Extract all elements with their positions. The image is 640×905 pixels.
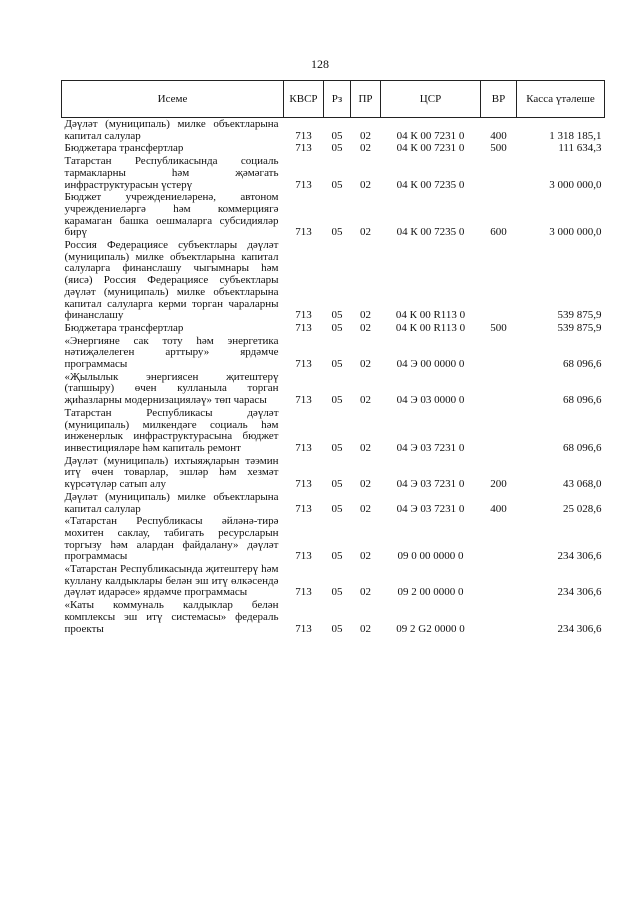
row-csr: 09 2 G2 0000 0 [396, 622, 465, 635]
row-vr [481, 155, 517, 191]
row-name: Дәүләт (муниципаль) ихтыяҗларын тәэмин итү өчен товарлар, эшләр һәм хезмәт күрсәтүләр сатып алу [64, 454, 279, 491]
row-kvsr: 713 [295, 226, 312, 239]
row-kassa: 68 096,6 [563, 394, 602, 407]
row-vr: 500 [490, 142, 507, 155]
row-kassa: 3 000 000,0 [549, 226, 602, 239]
row-rz: 05 [331, 441, 343, 454]
table-row [62, 455, 605, 491]
row-csr: 09 0 00 0000 0 [397, 550, 464, 563]
table-row [62, 191, 605, 239]
row-vr [481, 599, 517, 635]
table-row [62, 515, 605, 563]
header-csr: ЦСР [381, 81, 481, 118]
row-kvsr: 713 [295, 309, 312, 322]
row-rz: 05 [331, 309, 343, 322]
row-csr: 04 К 00 7235 0 [396, 178, 465, 191]
row-csr: 04 К 00 R113 0 [395, 309, 466, 322]
header-pr: ПР [351, 81, 381, 118]
table-row [62, 407, 605, 455]
row-vr: 500 [490, 321, 507, 334]
row-name: Бюджетара трансфертлар [64, 321, 184, 334]
row-kassa: 234 306,6 [557, 622, 602, 635]
table-row [62, 491, 605, 515]
row-csr: 04 К 00 7235 0 [396, 226, 465, 239]
row-name: «Татарстан Республикасы әйләнә-тирә мохитен саклау, табигать ресурсларын торгызу һәм алардан файдалану» дәүләт программасы [64, 515, 279, 563]
table-body [62, 118, 605, 636]
row-kvsr: 713 [295, 441, 312, 454]
row-rz: 05 [331, 622, 343, 635]
row-vr [481, 371, 517, 407]
row-name: Россия Федерациясе субъектлары дәүләт (муниципаль) милке объектларына капитал салуларга финанслашу чыгымнары һәм (яисә) Россия Федерациясе субъектлары дәүләт (муниципаль) милке объектларына капитал салуларга керми торган чараларны финанслашу [64, 239, 279, 322]
row-vr [481, 515, 517, 563]
row-kvsr: 713 [295, 394, 312, 407]
row-name: «Җылылык энергиясен җитештерү (тапшыру) өчен кулланыла торган җиһазларны модернизацияләү» төп чарасы [64, 370, 279, 407]
row-name: Бюджет учреждениеләренә, автоном учреждениеләргә һәм коммерциягә карамаган башка оешмаларга субсидияләр бирү [64, 191, 279, 239]
row-csr: 04 Э 00 0000 0 [396, 358, 465, 371]
row-kassa: 25 028,6 [563, 502, 602, 515]
row-vr: 600 [490, 226, 507, 239]
row-pr: 02 [360, 394, 371, 407]
row-csr: 04 К 00 R113 0 [395, 321, 466, 334]
table-row [62, 335, 605, 371]
page-number: 128 [311, 57, 329, 71]
row-rz: 05 [331, 321, 343, 334]
row-vr: 400 [490, 129, 507, 142]
row-kvsr: 713 [295, 321, 312, 334]
row-kvsr: 713 [295, 358, 312, 371]
row-pr: 02 [360, 622, 371, 635]
row-pr: 02 [360, 502, 371, 515]
row-kvsr: 713 [295, 622, 312, 635]
row-name: Дәүләт (муниципаль) милке объектларына капитал салулар [64, 118, 279, 142]
header-kassa: Касса үтәлеше [517, 81, 605, 118]
row-pr: 02 [360, 550, 371, 563]
header-vr: ВР [481, 81, 517, 118]
row-pr: 02 [360, 142, 371, 155]
row-vr [481, 407, 517, 455]
header-kvsr: КВСР [284, 81, 324, 118]
row-pr: 02 [360, 478, 371, 491]
header-rz: Рз [324, 81, 351, 118]
row-pr: 02 [360, 226, 371, 239]
row-kvsr: 713 [295, 586, 312, 599]
row-csr: 04 Э 03 7231 0 [396, 502, 465, 515]
row-kvsr: 713 [295, 129, 312, 142]
row-rz: 05 [331, 502, 343, 515]
row-kassa: 68 096,6 [563, 358, 602, 371]
row-kvsr: 713 [295, 478, 312, 491]
table-row [62, 239, 605, 322]
row-kassa: 68 096,6 [563, 441, 602, 454]
row-kassa: 111 634,3 [558, 142, 602, 155]
row-csr: 04 К 00 7231 0 [396, 142, 465, 155]
row-csr: 04 Э 03 7231 0 [396, 478, 465, 491]
row-name: «Татарстан Республикасында җитештерү һәм куллану калдыклары белән эш итү өлкәсендә дәүләт идарәсе» ярдәмче программасы [64, 563, 279, 599]
header-name: Исеме [62, 81, 284, 118]
row-name: Татарстан Республикасы дәүләт (муниципаль) милкендәге социаль һәм инженерлык инфраструктурасына бюджет инвестицияләре һәм капиталь ремонт [64, 406, 279, 454]
row-name: Дәүләт (муниципаль) милке объектларына капитал салулар [64, 490, 279, 515]
table-header [62, 81, 605, 118]
row-kassa: 539 875,9 [557, 309, 602, 322]
table-row [62, 322, 605, 335]
table-row [62, 142, 605, 155]
row-vr [481, 563, 517, 599]
row-csr: 09 2 00 0000 0 [397, 586, 464, 599]
row-pr: 02 [360, 441, 371, 454]
row-pr: 02 [360, 178, 371, 191]
row-vr [481, 239, 517, 322]
table-row [62, 563, 605, 599]
row-rz: 05 [331, 478, 343, 491]
row-rz: 05 [331, 586, 343, 599]
row-rz: 05 [331, 550, 343, 563]
table-row [62, 155, 605, 191]
table-row [62, 371, 605, 407]
row-rz: 05 [331, 129, 343, 142]
row-pr: 02 [360, 129, 371, 142]
row-pr: 02 [360, 586, 371, 599]
table-row [62, 118, 605, 143]
row-vr: 200 [490, 478, 507, 491]
row-vr: 400 [490, 502, 507, 515]
row-rz: 05 [331, 142, 343, 155]
row-vr [481, 335, 517, 371]
row-kassa: 234 306,6 [557, 550, 602, 563]
row-rz: 05 [331, 178, 343, 191]
row-kassa: 234 306,6 [557, 586, 602, 599]
row-rz: 05 [331, 226, 343, 239]
row-name: Бюджетара трансфертлар [64, 142, 184, 155]
row-kvsr: 713 [295, 178, 312, 191]
row-name: Татарстан Республикасында социаль тармакларны һәм җәмәгать инфраструктурасын үстерү [64, 155, 279, 191]
row-csr: 04 Э 03 7231 0 [396, 441, 465, 454]
row-csr: 04 К 00 7231 0 [396, 129, 465, 142]
row-pr: 02 [360, 358, 371, 371]
budget-table [61, 80, 605, 635]
row-kvsr: 713 [295, 142, 312, 155]
row-csr: 04 Э 03 0000 0 [396, 394, 465, 407]
row-name: «Каты коммуналь калдыклар белән комплексы эш итү системасы» федераль проекты [64, 599, 279, 635]
row-kassa: 1 318 185,1 [549, 129, 602, 142]
row-name: «Энергияне сак тоту һәм энергетика нәтиҗәлелеген арттыру» ярдәмче программасы [64, 334, 279, 371]
row-kassa: 539 875,9 [557, 321, 602, 334]
table-row [62, 599, 605, 635]
row-kvsr: 713 [295, 550, 312, 563]
row-kvsr: 713 [295, 502, 312, 515]
row-pr: 02 [360, 309, 371, 322]
row-pr: 02 [360, 321, 371, 334]
row-kassa: 3 000 000,0 [549, 178, 602, 191]
row-rz: 05 [331, 358, 343, 371]
row-kassa: 43 068,0 [563, 478, 602, 491]
row-rz: 05 [331, 394, 343, 407]
